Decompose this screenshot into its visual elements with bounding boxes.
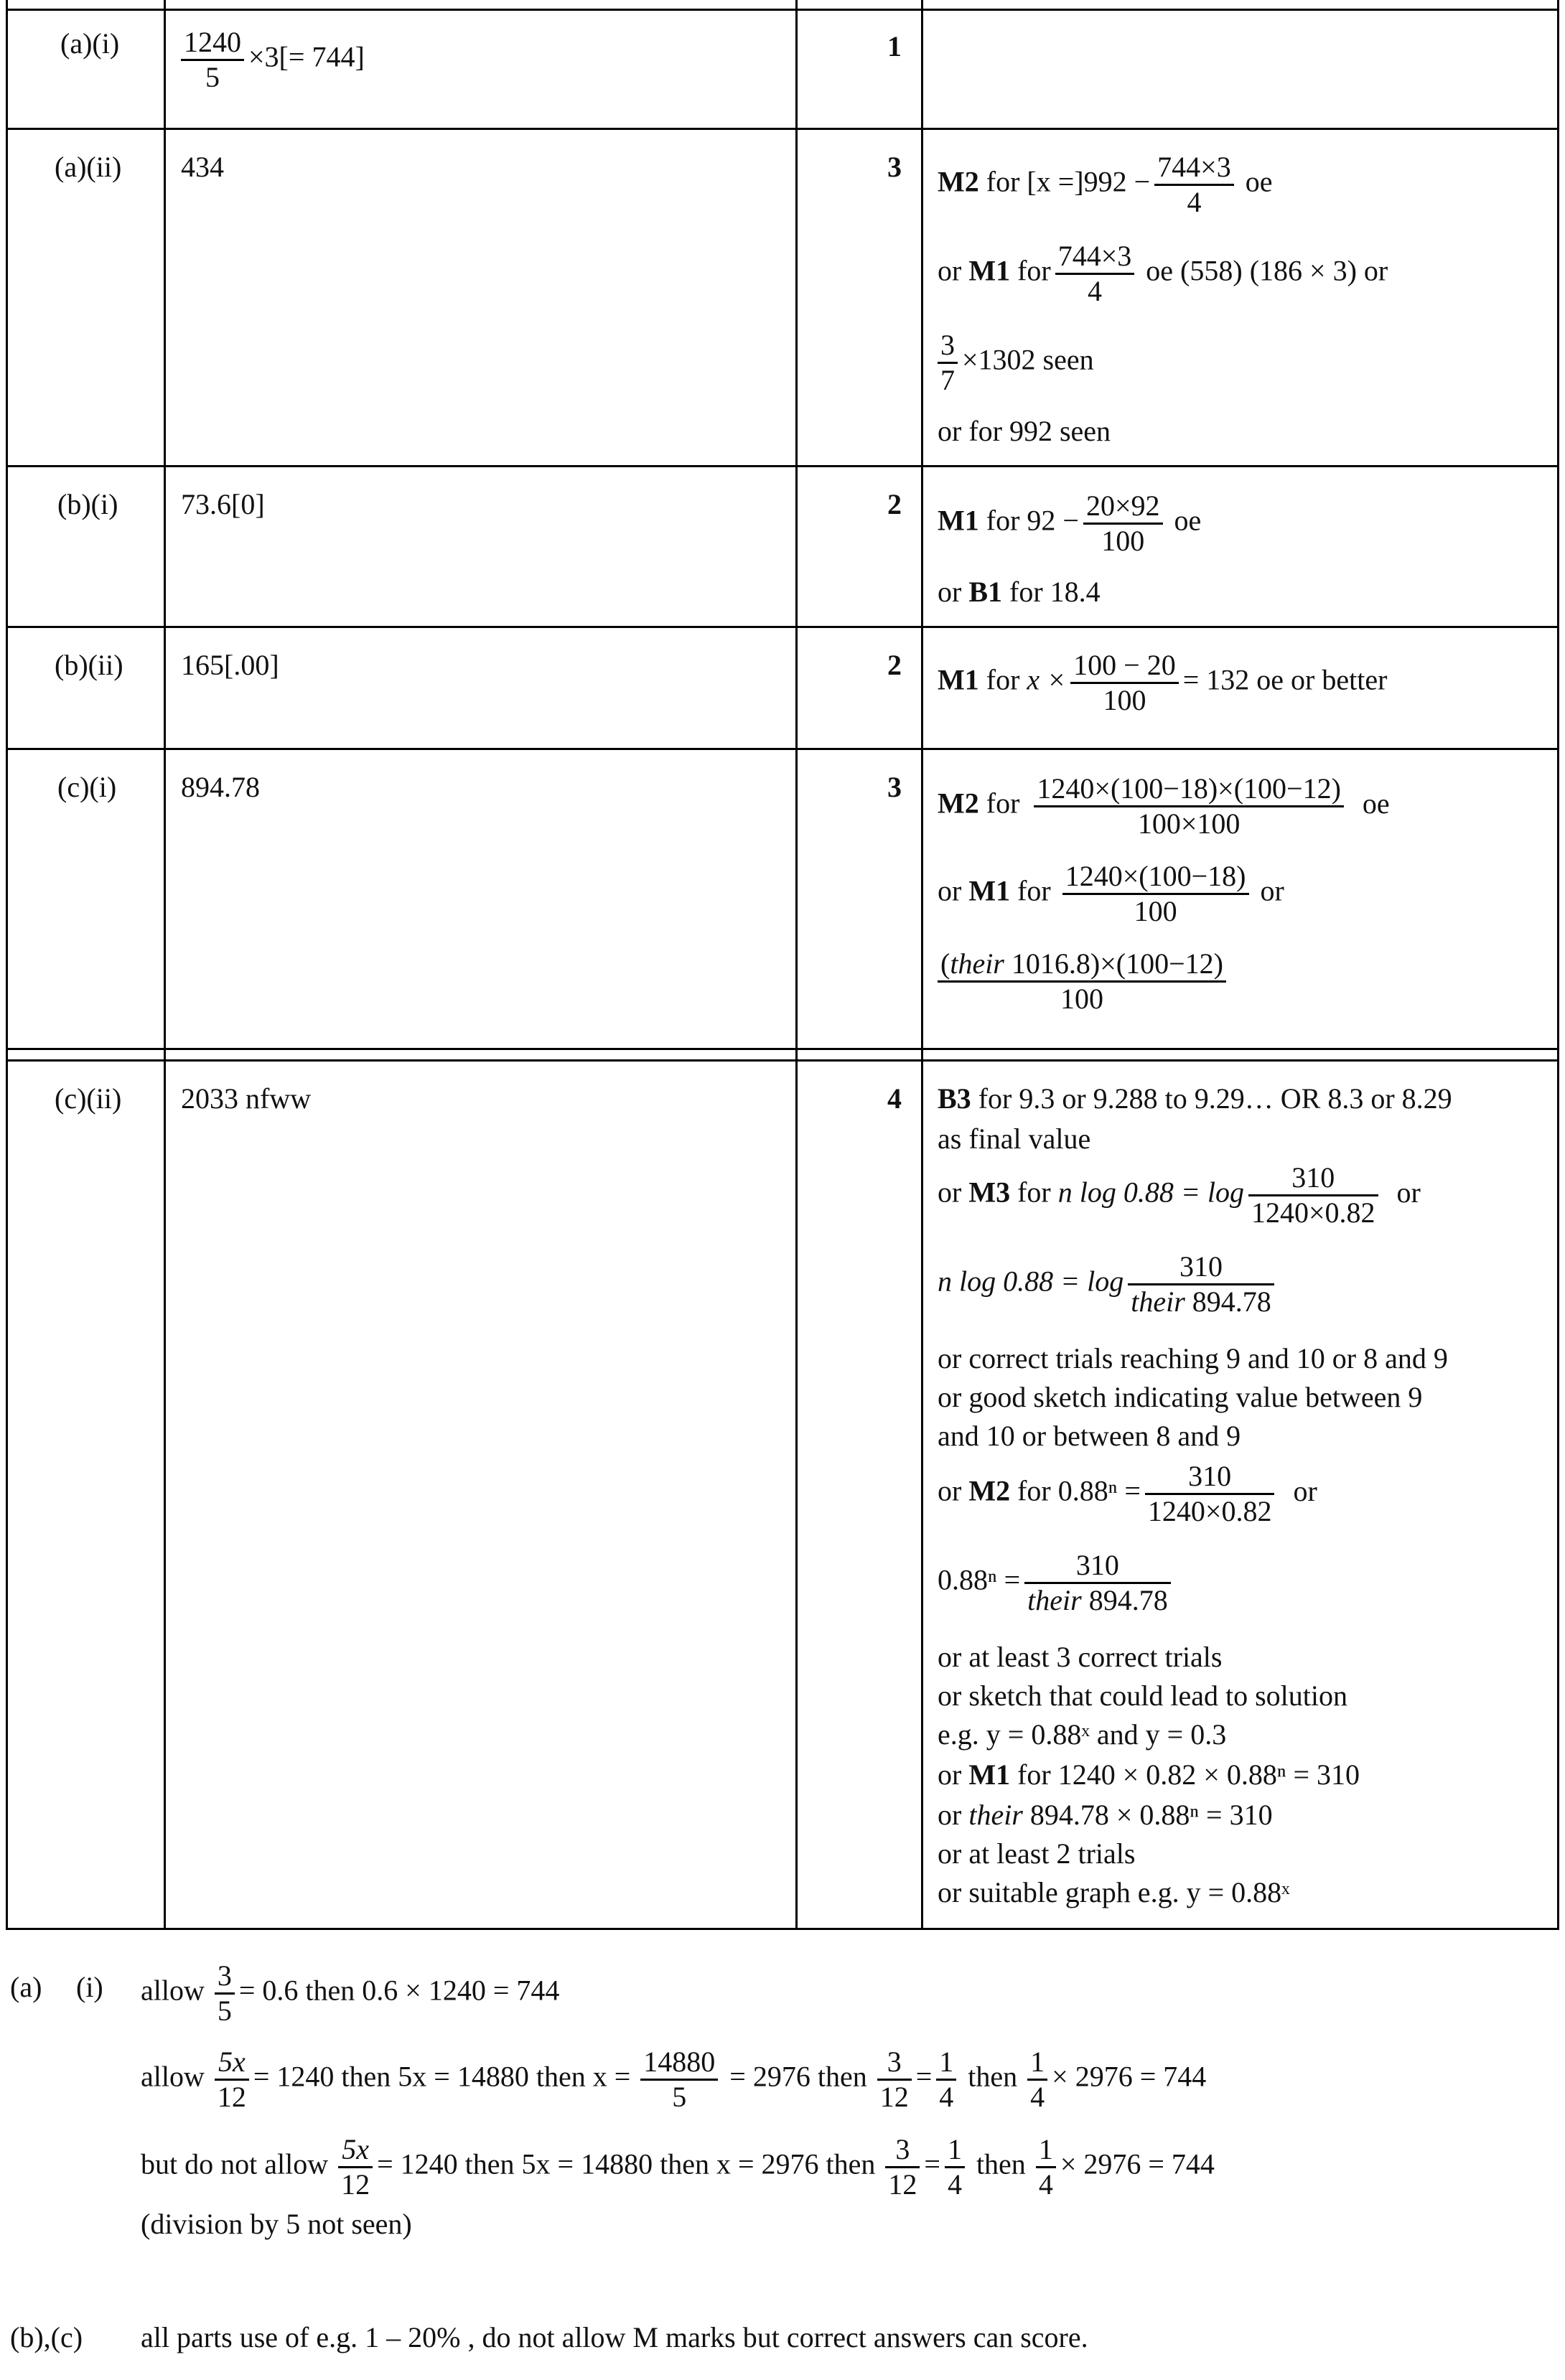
row-divider-1 [6,128,1559,130]
or-text: or [938,1758,962,1791]
row-divider-2 [6,465,1559,467]
numerator: 1240×(100−18)×(100−12) [1034,772,1344,807]
fraction [1145,1460,1275,1528]
numerator: 5x [338,2133,373,2168]
their-text: their [968,1799,1023,1831]
note-label-a: (a) [10,1971,42,2003]
expression: n log 0.88 = log [1057,1176,1244,1209]
marks: 2 [887,488,902,520]
guidance-line [938,1460,1317,1528]
guidance-line [938,860,1284,928]
numerator: 744×3 [1055,240,1135,275]
note-text: = 1240 then 5x = 14880 then x = [253,2060,631,2093]
expression: 0.88ⁿ = [938,1563,1021,1596]
denominator: 100 [1103,684,1146,716]
but-text: but do not allow [141,2147,329,2180]
mark-code: M2 [938,787,979,820]
mark-code: M1 [968,874,1011,907]
open-paren: ( [940,947,950,980]
part-label: (b)(ii) [55,649,123,681]
marks: 4 [887,1082,902,1115]
guidance-tail: or [1293,1474,1317,1507]
answer: 434 [181,151,224,183]
their-text: their [1131,1285,1185,1318]
expression: n log 0.88 = log [938,1265,1124,1298]
row-divider-5 [6,1048,1559,1050]
then-text: then [968,2060,1018,2093]
note-tail: = 0.6 then 0.6 × 1240 = 744 [238,1974,560,2007]
guidance-line [938,576,1101,609]
guidance-line: and 10 or between 8 and 9 [938,1420,1241,1452]
fraction [1154,151,1234,219]
guidance-line: or suitable graph e.g. y = 0.88ˣ [938,1876,1290,1908]
numerator-text: 1016.8)×(100−12) [1011,947,1223,980]
fraction [1128,1250,1274,1318]
numerator: 20×92 [1083,489,1163,525]
fraction [338,2133,373,2201]
guidance-line [938,329,1094,397]
denominator: 4 [947,2168,962,2201]
denominator: 100 [1060,983,1103,1015]
guidance-line [938,1758,1360,1791]
note-line: all parts use of e.g. 1 – 20% , do not allow M marks but correct answers can score. [141,2321,1088,2353]
row-divider-6 [6,1059,1559,1062]
guidance-line [938,240,1388,308]
guidance-line: or sketch that could lead to solution [938,1679,1347,1712]
fraction [1248,1161,1378,1229]
numerator: 310 [1248,1161,1378,1196]
oe-text: oe [1245,165,1273,198]
numerator: 310 [1024,1549,1171,1584]
fraction [1083,489,1163,558]
fraction [1062,860,1249,928]
note-text: = 2976 then [729,2060,867,2093]
guidance-line [938,947,1230,1016]
numerator: 1 [1036,2133,1056,2168]
marks: 1 [887,30,902,62]
guidance-tail: = 132 oe or better [1182,663,1388,696]
fraction [640,2046,718,2114]
denominator: 4 [939,2081,954,2113]
denominator: 5 [205,61,220,93]
denominator-text: 894.78 [1088,1584,1168,1616]
note-label-bc: (b),(c) [10,2321,83,2353]
denominator: 12 [341,2168,370,2201]
or-text: or [938,254,962,287]
for-text: for [1017,254,1051,287]
or-text: or [938,874,962,907]
denominator: 12 [879,2081,909,2113]
fraction [215,2046,249,2114]
row-divider-4 [6,748,1559,750]
expression: 92 − [1027,504,1079,537]
part-label: (a)(i) [60,27,120,60]
guidance-line: or for 992 seen [938,415,1111,447]
note-line [141,2133,1215,2201]
denominator: 12 [888,2168,917,2201]
denominator: 4 [1187,186,1202,218]
note-text: = 1240 then 5x = 14880 then x = 2976 then [377,2147,876,2180]
allow-text: allow [141,2060,205,2093]
guidance-line: or at least 2 trials [938,1837,1136,1870]
expression: x × [1027,663,1067,696]
mark-code: M2 [968,1474,1011,1507]
for-text: for [986,787,1020,820]
fraction [938,947,1226,1016]
numerator: 1 [936,2046,956,2081]
answer: 73.6[0] [181,488,265,520]
answer: 2033 nfww [181,1082,312,1115]
fraction [1027,2046,1047,2114]
denominator: 100 [1134,895,1177,927]
expression: 0.88ⁿ = [1057,1474,1141,1507]
denominator: 5 [672,2081,687,2113]
for-text: for [1017,1474,1051,1507]
answer-a-i [181,26,365,94]
guidance-line [938,1549,1175,1617]
marks: 2 [887,649,902,681]
then-text: then [976,2147,1026,2180]
equals-sign: = [915,2060,933,2093]
col-line-part [164,0,166,1930]
numerator [938,947,1226,983]
guidance-tail: or [1260,874,1284,907]
fraction [1034,772,1344,840]
guidance-line: or at least 3 correct trials [938,1641,1223,1673]
denominator [1128,1285,1274,1318]
marks: 3 [887,151,902,183]
numerator: 1 [1027,2046,1047,2081]
mark-code: M1 [968,1758,1011,1791]
col-line-marks [921,0,923,1930]
note-tail: × 2976 = 744 [1052,2060,1207,2093]
guidance-line: or correct trials reaching 9 and 10 or 8 and 9 [938,1342,1448,1374]
answer-tail: ×3[= 744] [248,40,365,73]
table-border-top [6,9,1559,11]
denominator: 1240×0.82 [1251,1196,1375,1229]
guidance-text: 894.78 × 0.88ⁿ = 310 [1029,1799,1273,1831]
guidance-line [938,772,1390,840]
answer: 894.78 [181,771,260,803]
numerator: 310 [1145,1460,1275,1495]
numerator: 3 [885,2133,920,2168]
part-label: (a)(ii) [55,151,122,183]
note-line [141,1959,559,2028]
equals-sign: = [924,2147,940,2180]
denominator: 4 [1030,2081,1045,2113]
guidance-line: as final value [938,1123,1091,1155]
guidance-line [938,1082,1452,1115]
guidance-line [938,1161,1421,1229]
guidance-line: or good sketch indicating value between 9 [938,1381,1423,1413]
denominator: 12 [217,2081,246,2113]
denominator: 1240×0.82 [1147,1495,1272,1527]
numerator: 100 − 20 [1070,649,1179,684]
col-line-right [1557,0,1559,1930]
guidance-tail: for 18.4 [1009,576,1101,608]
numerator: 5x [215,2046,249,2081]
fraction [936,2046,956,2114]
numerator: 1240×(100−18) [1062,860,1249,895]
numerator: 744×3 [1154,151,1234,186]
guidance-line [938,649,1387,717]
for-text: for [1017,874,1051,907]
fraction [181,26,244,94]
part-label: (c)(i) [57,771,117,803]
denominator: 4 [1038,2168,1053,2201]
mark-code: B1 [968,576,1003,608]
oe-text: oe [1362,787,1390,820]
denominator [1024,1584,1171,1617]
denominator: 4 [1088,275,1103,307]
guidance-line [938,1250,1279,1318]
note-line: (division by 5 not seen) [141,2208,412,2240]
for-text: for [986,504,1020,537]
answer: 165[.00] [181,649,279,681]
mark-code: M1 [938,504,979,537]
numerator: 1 [945,2133,965,2168]
denominator: 5 [217,1995,232,2027]
their-text: their [950,947,1004,980]
part-label: (c)(ii) [55,1082,122,1115]
fraction [1055,240,1135,308]
numerator: 3 [215,1959,235,1995]
guidance-tail: oe (558) (186 × 3) or [1146,254,1388,287]
table-border-bottom [6,1928,1559,1930]
part-label: (b)(i) [57,488,118,520]
fraction [1036,2133,1056,2201]
for-text: for [986,663,1020,696]
mark-code: M2 [938,165,979,198]
denominator: 7 [940,364,955,396]
or-text: or [938,1474,962,1507]
fraction [885,2133,920,2201]
mark-code: M3 [968,1176,1011,1209]
fraction [945,2133,965,2201]
for-text: for [986,165,1020,198]
mark-code: M1 [938,663,979,696]
for-text: for [1017,1176,1051,1209]
numerator: 1240 [181,26,244,61]
numerator: 14880 [640,2046,718,2081]
row-divider-3 [6,626,1559,628]
denominator-text: 894.78 [1192,1285,1271,1318]
numerator: 310 [1128,1250,1274,1285]
fraction [938,329,958,397]
fraction [1024,1549,1171,1617]
guidance-text: for 9.3 or 9.288 to 9.29… OR 8.3 or 8.29 [978,1082,1452,1115]
expression: [x =]992 − [1027,165,1151,198]
note-line [141,2046,1206,2114]
guidance-tail: ×1302 seen [962,343,1094,376]
or-text: or [938,576,962,608]
guidance-tail: or [1396,1176,1421,1209]
fraction [215,1959,235,2028]
allow-text: allow [141,1974,205,2007]
guidance-line [938,1799,1273,1832]
numerator: 3 [938,329,958,364]
guidance-line [938,151,1273,219]
their-text: their [1027,1584,1082,1616]
note-label-i: (i) [76,1971,103,2003]
note-tail: × 2976 = 744 [1060,2147,1215,2180]
fraction [877,2046,912,2114]
mark-code: B3 [938,1082,971,1115]
guidance-text: for 1240 × 0.82 × 0.88ⁿ = 310 [1017,1758,1360,1791]
guidance-line: e.g. y = 0.88ˣ and y = 0.3 [938,1718,1227,1751]
col-line-answer [795,0,798,1930]
guidance-line [938,489,1201,558]
col-line-left [6,0,8,1930]
denominator: 100×100 [1137,807,1241,840]
marks: 3 [887,771,902,803]
denominator: 100 [1101,525,1145,557]
mark-code: M1 [968,254,1011,287]
numerator: 3 [877,2046,912,2081]
or-text: or [938,1176,962,1209]
or-text: or [938,1799,962,1831]
fraction [1070,649,1179,717]
oe-text: oe [1174,504,1202,537]
